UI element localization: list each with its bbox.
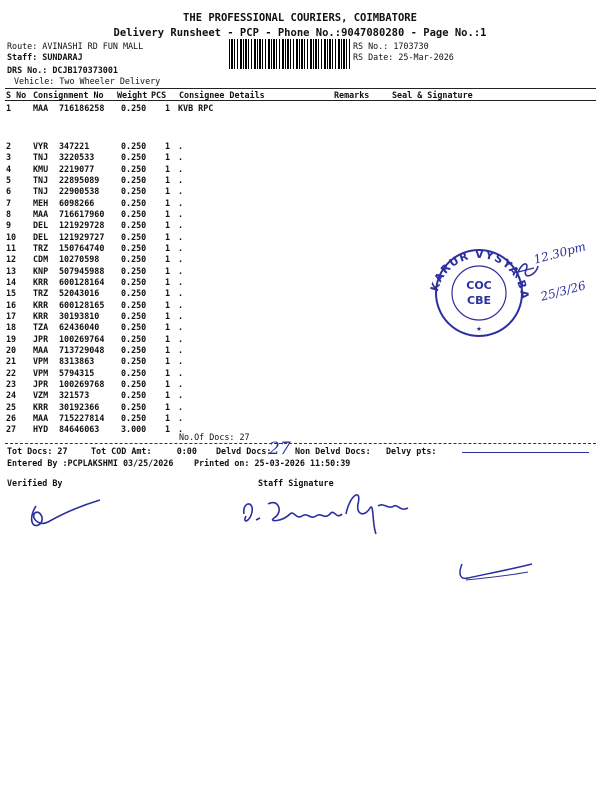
row-consignee-details: .	[178, 288, 184, 299]
row-weight: 0.250	[121, 220, 147, 231]
row-pcs: 1	[165, 378, 171, 389]
row-weight: 0.250	[121, 265, 147, 276]
row-consignment-code: TNJ	[33, 186, 49, 197]
row-sno: 13	[6, 265, 17, 276]
row-weight: 0.250	[121, 412, 147, 423]
row-consignment-code: CDM	[33, 254, 49, 265]
row-consignment-code: JPR	[33, 378, 49, 389]
drs-number: DRS No.: DCJB170373001	[7, 65, 118, 75]
row-consignment-number: 100269764	[59, 333, 105, 344]
row-consignee-details: .	[178, 242, 184, 253]
row-consignment-code: TZA	[33, 322, 49, 333]
staff-text: Staff: SUNDARAJ	[7, 52, 83, 62]
row-weight: 0.250	[121, 333, 147, 344]
table-row	[0, 103, 600, 114]
row-consignment-code: TRZ	[33, 288, 49, 299]
row-consignment-number: 507945988	[59, 265, 105, 276]
row-sno: 17	[6, 310, 17, 321]
row-pcs: 1	[165, 390, 171, 401]
verified-by-signature	[26, 494, 106, 534]
row-sno: 16	[6, 299, 17, 310]
row-consignee-details: .	[178, 186, 184, 197]
row-consignee-details: .	[178, 163, 184, 174]
row-sno: 23	[6, 378, 17, 389]
row-weight: 0.250	[121, 344, 147, 355]
table-row	[0, 368, 600, 379]
row-sno: 27	[6, 424, 17, 435]
row-consignment-number: 716186258	[59, 103, 105, 113]
row-sno: 10	[6, 231, 17, 242]
row-sno: 2	[6, 141, 12, 151]
row-weight: 0.250	[121, 322, 147, 333]
row-weight: 0.250	[121, 242, 147, 253]
vehicle-text: Vehicle: Two Wheeler Delivery	[14, 76, 161, 86]
row-pcs: 1	[165, 152, 171, 163]
row-pcs: 1	[165, 412, 171, 423]
row-sno: 20	[6, 344, 17, 355]
row-consignment-code: KRR	[33, 276, 49, 287]
row-consignment-number: 121929727	[59, 231, 105, 242]
row-weight: 0.250	[121, 288, 147, 299]
row-consignment-number: 713729048	[59, 344, 105, 355]
row-weight: 3.000	[121, 424, 147, 435]
row-sno: 1	[6, 103, 12, 113]
entered-by: Entered By :PCPLAKSHMI 03/25/2026	[7, 458, 174, 468]
row-consignee-details: .	[178, 412, 184, 423]
row-sno: 7	[6, 197, 12, 208]
row-pcs: 1	[165, 333, 171, 344]
row-sno: 3	[6, 152, 12, 163]
row-weight: 0.250	[121, 208, 147, 219]
col-remarks: Remarks	[334, 90, 370, 100]
row-pcs: 1	[165, 265, 171, 276]
bank-stamp	[418, 228, 534, 338]
row-consignment-code: MEH	[33, 197, 49, 208]
col-sno: S No	[6, 90, 27, 100]
row-consignee-details: .	[178, 310, 184, 321]
row-pcs: 1	[165, 231, 171, 242]
row-consignment-number: 150764740	[59, 242, 105, 253]
table-row	[0, 209, 600, 220]
row-consignment-number: 347221	[59, 141, 90, 151]
row-consignee-details: .	[178, 208, 184, 219]
row-consignment-code: VZM	[33, 390, 49, 401]
row-consignment-number: 3220533	[59, 152, 95, 163]
col-details: Consignee Details	[179, 90, 265, 100]
row-pcs: 1	[165, 103, 171, 113]
row-consignment-number: 600128165	[59, 299, 105, 310]
table-row	[0, 424, 600, 435]
route-text: Route: AVINASHI RD FUN MALL	[7, 41, 144, 51]
row-weight: 0.250	[121, 152, 147, 163]
row-consignment-code: MAA	[33, 412, 49, 423]
row-consignment-code: KRR	[33, 310, 49, 321]
row-sno: 22	[6, 367, 17, 378]
row-weight: 0.250	[121, 378, 147, 389]
stamp-scribble-icon	[512, 258, 542, 284]
row-sno: 18	[6, 322, 17, 333]
table-row	[0, 164, 600, 175]
no-of-docs: No.Of Docs: 27	[179, 432, 250, 442]
row-consignment-code: TNJ	[33, 174, 49, 185]
row-pcs: 1	[165, 299, 171, 310]
row-consignment-number: 62436040	[59, 322, 100, 333]
row-pcs: 1	[165, 310, 171, 321]
table-row	[0, 379, 600, 390]
table-row	[0, 356, 600, 367]
verified-by-label: Verified By	[7, 478, 63, 488]
row-consignment-number: 30193810	[59, 310, 100, 321]
row-weight: 0.250	[121, 356, 147, 367]
row-consignee-details: .	[178, 197, 184, 208]
table-row	[0, 413, 600, 424]
row-weight: 0.250	[121, 276, 147, 287]
row-consignee-details: .	[178, 322, 184, 333]
table-row	[0, 141, 600, 152]
row-pcs: 1	[165, 208, 171, 219]
table-row	[0, 198, 600, 209]
row-weight: 0.250	[121, 163, 147, 174]
row-consignee-details: .	[178, 276, 184, 287]
stamp-line1: COC	[466, 279, 492, 292]
row-consignee-details: .	[178, 299, 184, 310]
row-consignee-details: .	[178, 378, 184, 389]
row-consignment-code: VPM	[33, 367, 49, 378]
row-consignment-code: HYD	[33, 424, 49, 435]
row-consignment-number: 30192366	[59, 401, 100, 412]
row-pcs: 1	[165, 424, 171, 435]
row-consignment-code: DEL	[33, 220, 49, 231]
row-sno: 25	[6, 401, 17, 412]
col-pcs: PCS	[151, 90, 167, 100]
row-consignee-details: KVB RPC	[178, 103, 214, 113]
rs-date: RS Date: 25-Mar-2026	[353, 52, 454, 62]
table-row	[0, 345, 600, 356]
row-sno: 15	[6, 288, 17, 299]
row-consignment-number: 84646063	[59, 424, 100, 435]
row-pcs: 1	[165, 344, 171, 355]
row-consignment-code: VPM	[33, 356, 49, 367]
row-consignment-number: 22895089	[59, 174, 100, 185]
row-consignment-number: 321573	[59, 390, 90, 401]
staff-signature-label: Staff Signature	[258, 478, 334, 488]
tot-cod-amt: Tot COD Amt: 0:00	[91, 446, 197, 456]
row-consignee-details: .	[178, 367, 184, 378]
row-pcs: 1	[165, 141, 171, 151]
row-consignee-details: .	[178, 424, 184, 435]
col-weight: Weight	[117, 90, 148, 100]
document-subtitle: Delivery Runsheet - PCP - Phone No.:9047080280 - Page No.:1	[113, 27, 487, 39]
row-pcs: 1	[165, 163, 171, 174]
row-weight: 0.250	[121, 197, 147, 208]
row-consignee-details: .	[178, 333, 184, 344]
table-row	[0, 220, 600, 231]
table-row	[0, 152, 600, 163]
row-sno: 19	[6, 333, 17, 344]
row-weight: 0.250	[121, 141, 147, 151]
row-consignee-details: .	[178, 231, 184, 242]
row-consignment-number: 6098266	[59, 197, 95, 208]
row-pcs: 1	[165, 242, 171, 253]
row-weight: 0.250	[121, 103, 147, 113]
row-consignee-details: .	[178, 141, 184, 151]
row-consignment-code: DEL	[33, 231, 49, 242]
row-sno: 6	[6, 186, 12, 197]
row-consignee-details: .	[178, 401, 184, 412]
row-weight: 0.250	[121, 310, 147, 321]
row-consignee-details: .	[178, 152, 184, 163]
row-sno: 12	[6, 254, 17, 265]
stamp-date-note: 25/3/26	[538, 278, 588, 304]
row-consignment-code: KMU	[33, 163, 49, 174]
row-consignment-code: KRR	[33, 401, 49, 412]
row-weight: 0.250	[121, 174, 147, 185]
row-consignment-code: TRZ	[33, 242, 49, 253]
row-sno: 11	[6, 242, 17, 253]
row-consignment-code: MAA	[33, 208, 49, 219]
row-consignee-details: .	[178, 174, 184, 185]
table-row	[0, 186, 600, 197]
row-consignee-details: .	[178, 344, 184, 355]
row-weight: 0.250	[121, 299, 147, 310]
row-sno: 24	[6, 390, 17, 401]
row-weight: 0.250	[121, 367, 147, 378]
row-consignee-details: .	[178, 356, 184, 367]
row-consignee-details: .	[178, 254, 184, 265]
stamp-time-note: 12.30pm	[532, 239, 588, 267]
row-consignment-number: 100269768	[59, 378, 105, 389]
row-consignment-number: 10270598	[59, 254, 100, 265]
row-weight: 0.250	[121, 231, 147, 242]
row-pcs: 1	[165, 276, 171, 287]
stamp-star-icon: ★	[476, 324, 482, 334]
staff-signature	[238, 484, 428, 540]
row-pcs: 1	[165, 174, 171, 185]
row-consignment-code: MAA	[33, 103, 49, 113]
delvy-pts: Delvy pts:	[386, 446, 437, 456]
row-consignment-code: JPR	[33, 333, 49, 344]
row-sno: 4	[6, 163, 12, 174]
row-sno: 14	[6, 276, 17, 287]
row-consignee-details: .	[178, 390, 184, 401]
row-consignment-number: 22900538	[59, 186, 100, 197]
stamp-line2: CBE	[467, 294, 491, 307]
row-pcs: 1	[165, 254, 171, 265]
row-sno: 26	[6, 412, 17, 423]
row-consignment-code: KRR	[33, 299, 49, 310]
row-consignment-number: 5794315	[59, 367, 95, 378]
row-pcs: 1	[165, 367, 171, 378]
delvd-docs-handwritten: 27	[269, 439, 291, 459]
row-consignee-details: .	[178, 265, 184, 276]
row-pcs: 1	[165, 356, 171, 367]
row-sno: 5	[6, 174, 12, 185]
row-consignment-number: 2219077	[59, 163, 95, 174]
row-consignment-number: 121929728	[59, 220, 105, 231]
row-consignment-code: TNJ	[33, 152, 49, 163]
row-sno: 21	[6, 356, 17, 367]
row-pcs: 1	[165, 220, 171, 231]
row-weight: 0.250	[121, 186, 147, 197]
row-consignment-code: KNP	[33, 265, 49, 276]
row-pcs: 1	[165, 288, 171, 299]
rs-number: RS No.: 1703730	[353, 41, 429, 51]
row-consignee-details: .	[178, 220, 184, 231]
col-consignment: Consignment No	[33, 90, 104, 100]
row-pcs: 1	[165, 186, 171, 197]
table-row	[0, 175, 600, 186]
non-delvd-docs: Non Delvd Docs:	[295, 446, 371, 456]
row-pcs: 1	[165, 197, 171, 208]
row-weight: 0.250	[121, 390, 147, 401]
barcode	[229, 39, 350, 69]
row-consignment-number: 8313863	[59, 356, 95, 367]
row-consignment-code: MAA	[33, 344, 49, 355]
row-consignment-number: 715227814	[59, 412, 105, 423]
row-consignment-number: 716617960	[59, 208, 105, 219]
row-weight: 0.250	[121, 254, 147, 265]
row-weight: 0.250	[121, 401, 147, 412]
row-consignment-code: VYR	[33, 141, 49, 151]
row-pcs: 1	[165, 401, 171, 412]
row-consignment-number: 600128164	[59, 276, 105, 287]
document-title: THE PROFESSIONAL COURIERS, COIMBATORE	[183, 12, 417, 24]
row-pcs: 1	[165, 322, 171, 333]
table-row	[0, 390, 600, 401]
pen-mark	[456, 560, 536, 586]
stamp-bank-name: KARUR VYSYA BANK	[418, 228, 532, 301]
tot-docs: Tot Docs: 27	[7, 446, 68, 456]
row-consignment-number: 52043016	[59, 288, 100, 299]
printed-on: Printed on: 25-03-2026 11:50:39	[194, 458, 351, 468]
col-seal: Seal & Signature	[392, 90, 473, 100]
table-row	[0, 402, 600, 413]
delvd-docs: Delvd Docs:	[216, 446, 272, 456]
row-sno: 9	[6, 220, 12, 231]
row-sno: 8	[6, 208, 12, 219]
